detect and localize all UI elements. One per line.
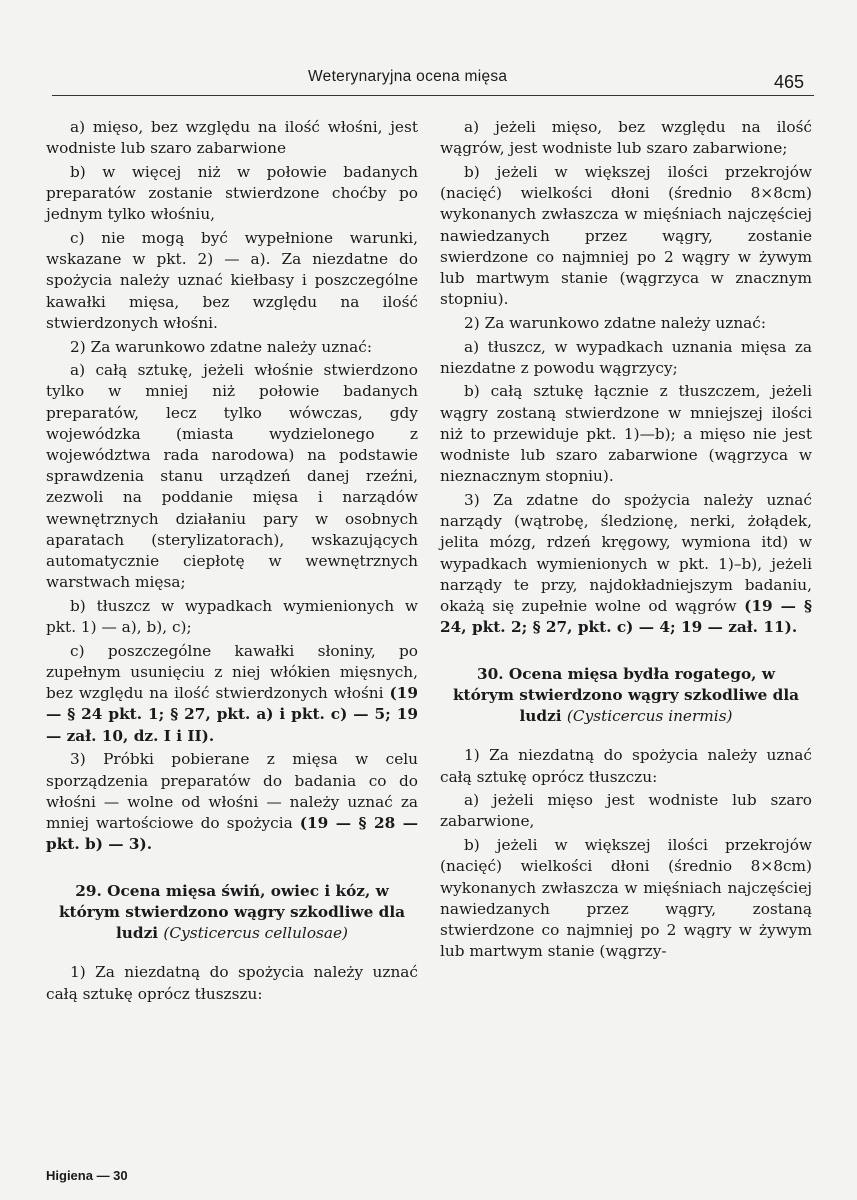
section-heading-text: 30. Ocena mięsa bydła rogatego, w którym stwierdzono wągry szkodliwe dla ludzi xyxy=(452,665,800,726)
paragraph: 2) Za warunkowo zdatne należy uznać: xyxy=(70,337,373,356)
section-heading-text: 29. Ocena mięsa świń, owiec i kóz, w którym stwierdzono wągry szkodliwe dla ludzi xyxy=(58,882,406,943)
page-number: 465 xyxy=(774,72,805,92)
paragraph: b) w więcej niż w połowie badanych preparatów zostanie stwierdzone choćby po jednym tylko włośniu, xyxy=(46,162,418,224)
paragraph xyxy=(46,641,418,747)
paragraph: c) nie mogą być wypełnione warunki, wskazane w pkt. 2) — a). Za niezdatne do spożycia należy uznać kiełbasy i poszczególne kawałki mięsa, bez względu na ilość stwierdzonych włośni. xyxy=(46,229,418,332)
printer-signature: Higiena — 30 xyxy=(46,1168,128,1183)
paragraph xyxy=(46,749,418,855)
legal-reference: (19 — § 28 — pkt. b) — 3). xyxy=(46,814,418,854)
latin-name: (Cysticercus cellulosae) xyxy=(163,924,349,943)
paragraph: a) tłuszcz, w wypadkach uznania mięsa za niezdatne z powodu wągrzycy; xyxy=(440,337,812,377)
paragraph: a) jeżeli mięso, bez względu na ilość wągrów, jest wodniste lub szaro zabarwione; xyxy=(440,118,812,158)
latin-name: (Cysticercus inermis) xyxy=(566,707,733,726)
paragraph: b) całą sztukę łącznie z tłuszczem, jeżeli wągry zostaną stwierdzone w mniejszej ilości niż to przewiduje pkt. 1)—b); a mięso nie jest wodniste lub szaro zabarwione (wągrzyca w nieznacznym stopniu). xyxy=(440,382,812,486)
section-heading-29 xyxy=(54,881,410,944)
paragraph: a) mięso, bez względu na ilość włośni, jest wodniste lub szaro zabarwione xyxy=(46,118,418,158)
running-header-title: Weterynaryjna ocena mięsa xyxy=(308,68,508,85)
paragraph-text: 3) Próbki pobierane z mięsa w celu sporządzenia preparatów do badania co do włośni — wolne od włośni — należy uznać za mniej wartościowe do spożycia xyxy=(46,750,418,832)
left-column xyxy=(46,117,418,1007)
paragraph: b) tłuszcz w wypadkach wymienionych w pkt. 1) — a), b), c); xyxy=(46,596,418,637)
paragraph: a) jeżeli mięso jest wodniste lub szaro zabarwione, xyxy=(440,791,812,831)
paragraph: b) jeżeli w większej ilości przekrojów (nacięć) wielkości dłoni (średnio 8×8cm) wykonanych zwłaszcza w mięśniach najczęściej nawiedzanych przez wągry, zostaną stwierdzone co najmniej po 2 wągry w żywym lub martwym stanie (wągrzy- xyxy=(440,836,812,961)
paragraph: b) jeżeli w większej ilości przekrojów (nacięć) wielkości dłoni (średnio 8×8cm) wykonanych zwłaszcza w mięśniach najczęściej nawiedzanych przez wągry, zostanie swierdzone co najmniej po 2 wągry w żywym lub martwym stanie (wągrzyca w znacznym stopniu). xyxy=(440,162,812,309)
legal-reference: (19 — § 24 pkt. 1; § 27, pkt. a) i pkt. c) — 5; 19 — zał. 10, dz. I i II). xyxy=(46,684,418,745)
paragraph-text: c) poszczególne kawałki słoniny, po zupełnym usunięciu z niej włókien mięsnych, bez względu na ilość stwierdzonych włośni xyxy=(46,641,418,703)
legal-reference: (19 — § 24, pkt. 2; § 27, pkt. c) — 4; 19 — zał. 11). xyxy=(440,596,812,637)
right-column xyxy=(440,117,812,965)
header-rule xyxy=(52,95,814,96)
paragraph: 1) Za niezdatną do spożycia należy uznać całą sztukę oprócz tłuszszu: xyxy=(46,963,418,1003)
section-heading-30 xyxy=(448,664,804,727)
paragraph-text: 3) Za zdatne do spożycia należy uznać narządy (wątrobę, śledzionę, nerki, żołądek, jelita mózg, rdzeń kręgowy, wymiona itd) w wypadkach wymienionych w pkt. 1)–b), jeżeli narządy te przy, najdokładniejszym badaniu, okażą się zupełnie wolne od wągrów xyxy=(440,490,812,615)
paragraph: 2) Za warunkowo zdatne należy uznać: xyxy=(464,313,767,332)
paragraph xyxy=(440,490,812,638)
paragraph: 1) Za niezdatną do spożycia należy uznać całą sztukę oprócz tłuszczu: xyxy=(440,746,812,786)
paragraph: a) całą sztukę, jeżeli włośnie stwierdzono tylko w mniej niż połowie badanych preparatów, lecz tylko wówczas, gdy wojewódzka (miasta wydzielonego z województwa rada narodowa) na podstawie sprawdzenia stanu urządzeń danej rzeźni, zezwoli na poddanie mięsa i narządów wewnętrznych działaniu pary w osobnych aparatach (sterylizatorach), wskazujących automatycznie ciepłotę w wewnętrznych warstwach mięsa; xyxy=(46,361,418,592)
